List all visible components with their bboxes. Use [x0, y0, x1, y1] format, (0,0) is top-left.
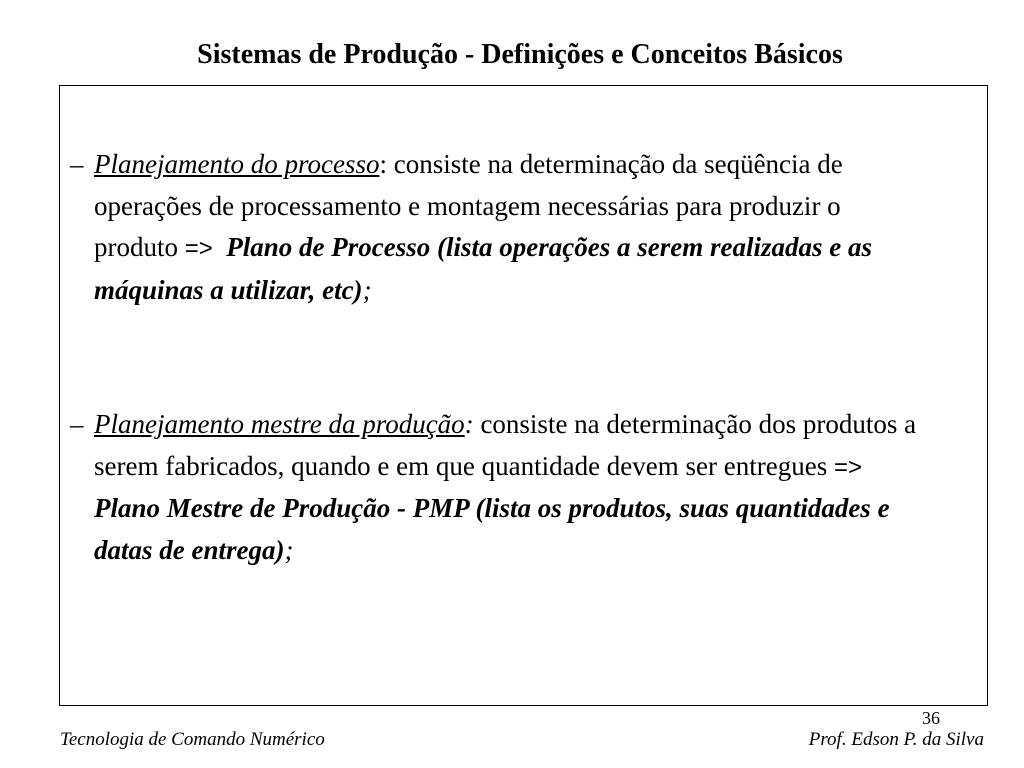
arrow-symbol: => [833, 453, 862, 481]
bullet-result: Plano Mestre de Produção - PMP (lista os produtos, suas quantidades e datas de entrega) [94, 493, 890, 565]
bullet-term: Planejamento mestre da produção [94, 409, 465, 439]
bullet-planejamento-mestre [70, 404, 924, 571]
bullet-semicolon: ; [284, 534, 294, 565]
bullet-semicolon: ; [362, 274, 372, 305]
arrow-symbol: => [184, 235, 213, 262]
bullet-text: consiste na determinação dos produtos a serem fabricados, quando e em que quantidade devem ser entregues [94, 409, 917, 481]
bullet-dash: – [70, 409, 84, 439]
bullet-result: Plano de Processo (lista operações a serem realizadas e as máquinas a utilizar, etc) [94, 232, 872, 305]
bullet-planejamento-processo [70, 144, 924, 311]
page-number: 36 [922, 708, 940, 728]
footer-course-name: Tecnologia de Comando Numérico [60, 729, 325, 750]
bullet-term: Planejamento do processo [94, 149, 380, 179]
bullet-dash: – [70, 149, 84, 179]
bullet-colon: : [464, 409, 474, 439]
slide-title: Sistemas de Produção - Definições e Conceitos Básicos [197, 39, 843, 70]
bullet-colon: : [379, 149, 387, 179]
footer-author: Prof. Edson P. da Silva [808, 729, 984, 750]
bullet-text: consiste na determinação da seqüência de operações de processamento e montagem necessárias para produzir o produto [94, 149, 843, 262]
